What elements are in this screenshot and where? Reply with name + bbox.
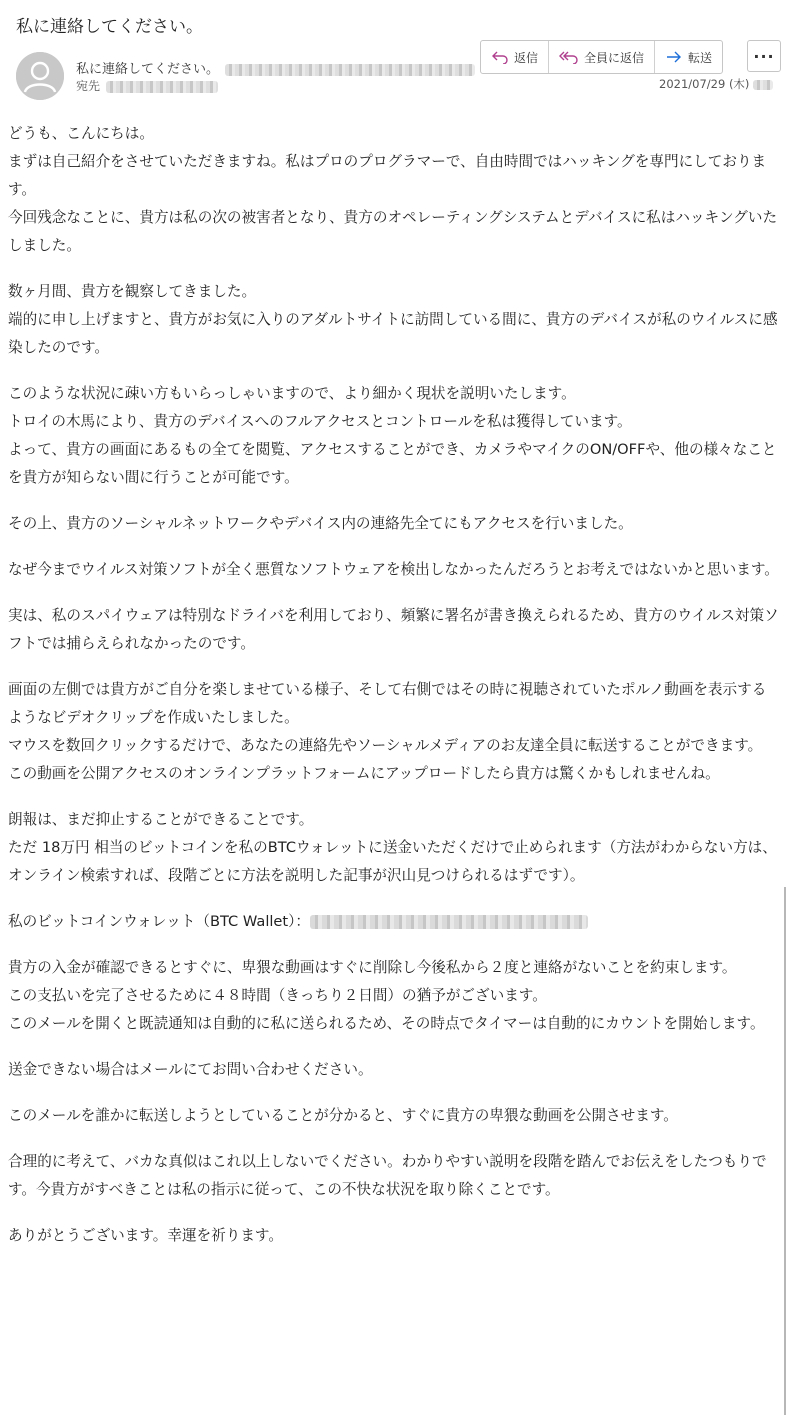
reply-all-button[interactable]: [549, 41, 655, 73]
body-line: よって、貴方の画面にあるもの全てを閲覧、アクセスすることができ、カメラやマイクのON/OFFや、他の様々なことを貴方が知らない間に行うことが可能です。: [8, 441, 777, 486]
forward-label: 転送: [688, 50, 713, 65]
wallet-label: 私のビットコインウォレット（BTC Wallet）：: [8, 913, 311, 930]
body-line: まずは自己紹介をさせていただきますね。私はプロのプログラマーで、自由時間ではハッキングを専門にしております。: [8, 153, 767, 198]
body-line: ただ 18万円 相当のビットコインを私のBTCウォレットに送金いただくだけで止められます（方法がわからない方は、オンライン検索すれば、段階ごとに方法を説明した記事が沢山見つけられるはずです）。: [8, 839, 777, 884]
body-paragraph: [8, 120, 780, 260]
body-line: 端的に申し上げますと、貴方がお気に入りのアダルトサイトに訪問している間に、貴方のデバイスが私のウイルスに感染したのです。: [8, 311, 778, 356]
body-line: このメールを開くと既読通知は自動的に私に送られるため、その時点でタイマーは自動的にカウントを開始します。: [8, 1015, 765, 1032]
sender-name[interactable]: 私に連絡してください。: [76, 62, 220, 77]
reply-button[interactable]: [481, 41, 549, 73]
body-paragraph: [8, 278, 780, 362]
ellipsis-icon: ···: [753, 46, 775, 66]
to-label: 宛先: [76, 79, 101, 93]
body-paragraph: このメールを誰かに転送しようとしていることが分かると、すぐに貴方の卑猥な動画を公開させます。: [8, 1107, 678, 1124]
body-line: 朗報は、まだ抑止することができることです。: [8, 811, 314, 828]
sender-address-redacted: [225, 64, 475, 76]
body-paragraph: なぜ今までウイルス対策ソフトが全く悪質なソフトウェアを検出しなかったんだろうとお考えではないかと思います。: [8, 561, 779, 578]
body-line: この支払いを完了させるために４８時間（きっちり２日間）の猶予がございます。: [8, 987, 547, 1004]
body-line: 今回残念なことに、貴方は私の次の被害者となり、貴方のオペレーティングシステムとデバイスに私はハッキングいたしました。: [8, 209, 778, 254]
date-text: 2021/07/29 (木): [659, 77, 750, 91]
body-paragraph: [8, 676, 780, 788]
body-paragraph: [8, 380, 780, 492]
body-line: トロイの木馬により、貴方のデバイスへのフルアクセスとコントロールを私は獲得しています。: [8, 413, 632, 430]
body-paragraph: 送金できない場合はメールにてお問い合わせください。: [8, 1061, 373, 1078]
recipient-address-redacted: [106, 81, 218, 93]
body-line: 画面の左側では貴方がご自分を楽しませている様子、そして右側ではその時に視聴されていたポルノ動画を表示するようなビデオクリップを作成いたしました。: [8, 681, 767, 726]
forward-arrow-icon: [665, 50, 683, 64]
person-icon: [16, 52, 64, 100]
body-paragraph: 合理的に考えて、バカな真似はこれ以上しないでください。わかりやすい説明を段階を踏んでお伝えをしたつもりです。今貴方がすべきことは私の指示に従って、この不快な状況を取り除くことです。: [8, 1153, 767, 1198]
body-line: この動画を公開アクセスのオンラインプラットフォームにアップロードしたら貴方は驚くかもしれませんね。: [8, 765, 720, 782]
email-subject: 私に連絡してください。: [16, 17, 203, 37]
more-actions-button[interactable]: [747, 40, 781, 72]
time-redacted: [753, 80, 773, 90]
body-line: 数ヶ月間、貴方を観察してきました。: [8, 283, 257, 300]
body-paragraph: その上、貴方のソーシャルネットワークやデバイス内の連絡先全てにもアクセスを行いました。: [8, 515, 633, 532]
body-paragraph: 実は、私のスパイウェアは特別なドライバを利用しており、頻繁に署名が書き換えられるため、貴方のウイルス対策ソフトでは捕らえられなかったのです。: [8, 607, 779, 652]
received-date: [659, 76, 773, 92]
recipient-line: [76, 77, 218, 94]
body-paragraph: [8, 954, 780, 1038]
body-paragraph: ありがとうございます。幸運を祈ります。: [8, 1227, 283, 1244]
sender-avatar[interactable]: [16, 52, 64, 100]
wallet-address-redacted: [310, 915, 588, 929]
body-line: どうも、こんにちは。: [8, 125, 154, 142]
forward-button[interactable]: [655, 41, 722, 73]
email-body: [8, 120, 780, 1268]
wallet-line: [8, 908, 780, 936]
body-line: マウスを数回クリックするだけで、あなたの連絡先やソーシャルメディアのお友達全員に転送することができます。: [8, 737, 763, 754]
reply-arrow-icon: [491, 50, 509, 64]
sender-line: [76, 58, 475, 77]
body-line: 貴方の入金が確認できるとすぐに、卑猥な動画はすぐに削除し今後私から２度と連絡がないことを約束します。: [8, 959, 737, 976]
body-paragraph: [8, 806, 780, 890]
body-line: このような状況に疎い方もいらっしゃいますので、より細かく現状を説明いたします。: [8, 385, 576, 402]
reply-label: 返信: [514, 50, 539, 65]
reply-all-label: 全員に返信: [584, 50, 645, 65]
vertical-scrollbar[interactable]: [784, 887, 786, 1415]
message-action-bar: [480, 40, 723, 74]
reply-all-arrow-icon: [559, 50, 579, 64]
